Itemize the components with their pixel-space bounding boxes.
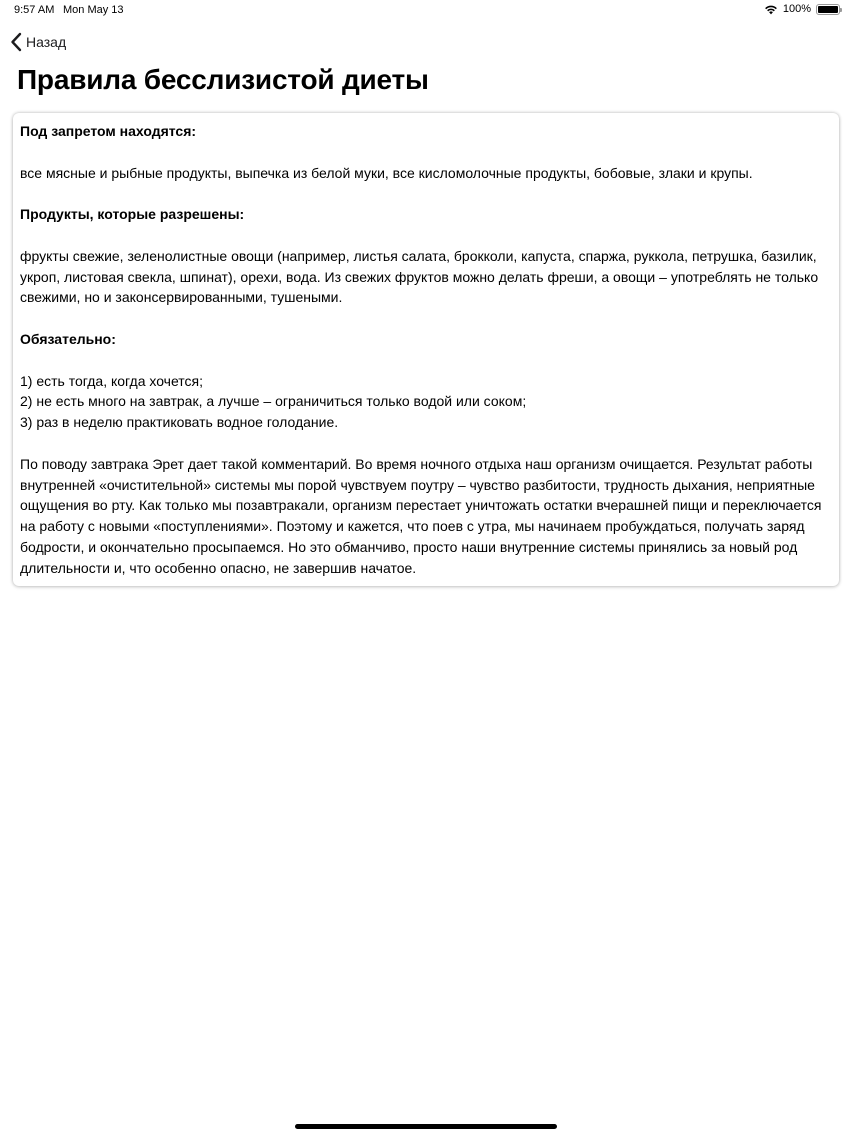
battery-fill: [818, 6, 838, 13]
status-indicators: [764, 3, 840, 15]
rule-item: 2) не есть много на завтрак, а лучше – ограничиться только водой или соком;: [20, 393, 527, 410]
section-heading-allowed: Продукты, которые разрешены:: [20, 206, 245, 223]
wifi-icon: [764, 4, 778, 15]
section-text-forbidden: все мясные и рыбные продукты, выпечка из белой муки, все кисломолочные продукты, бобовые, злаки и крупы.: [20, 164, 753, 181]
back-button[interactable]: [10, 30, 66, 54]
chevron-left-icon: [10, 32, 22, 52]
rule-item: 3) раз в неделю практиковать водное голодание.: [20, 414, 339, 431]
battery-percent: 100%: [782, 3, 811, 15]
closing-paragraph: По поводу завтрака Эрет дает такой комментарий. Во время ночного отдыха наш организм очищается. Результат работы внутренней «очистительной» системы мы порой чувствуем поутру – чувство разбитости, трудность дыхания, неприятные ощущения во рту. Как только мы позавтракали, организм перестает уничтожать остатки вчерашней пищи и переключается на работу с новыми «поступлениями». Поэтому и кажется, что поев с утра, мы начинаем пробуждаться, получать заряд бодрости, и окончательно просыпаемся. Но это обманчиво, просто наши внутренние системы принялись за новый род длительности и, что особенно опасно, не завершив начатое.: [20, 455, 822, 576]
battery-icon: [816, 4, 840, 15]
status-date: Mon May 13: [63, 4, 124, 16]
status-bar: [0, 0, 852, 22]
section-text-allowed: фрукты свежие, зеленолистные овощи (например, листья салата, брокколи, капуста, спаржа, руккола, петрушка, базилик, укроп, листовая свекла, шпинат), орехи, вода. Из свежих фруктов можно делать фреши, а овощи – употреблять не только свежими, но и законсервированными, тушеными.: [20, 247, 819, 306]
back-label: Назад: [26, 34, 67, 50]
rule-item: 1) есть тогда, когда хочется;: [20, 372, 204, 389]
status-time: 9:57 AM: [14, 4, 55, 16]
content-card: [13, 113, 839, 586]
home-indicator[interactable]: [295, 1124, 557, 1129]
section-heading-mandatory: Обязательно:: [20, 330, 116, 347]
page-title: Правила бесслизистой диеты: [17, 64, 429, 95]
section-heading-forbidden: Под запретом находятся:: [20, 123, 197, 139]
